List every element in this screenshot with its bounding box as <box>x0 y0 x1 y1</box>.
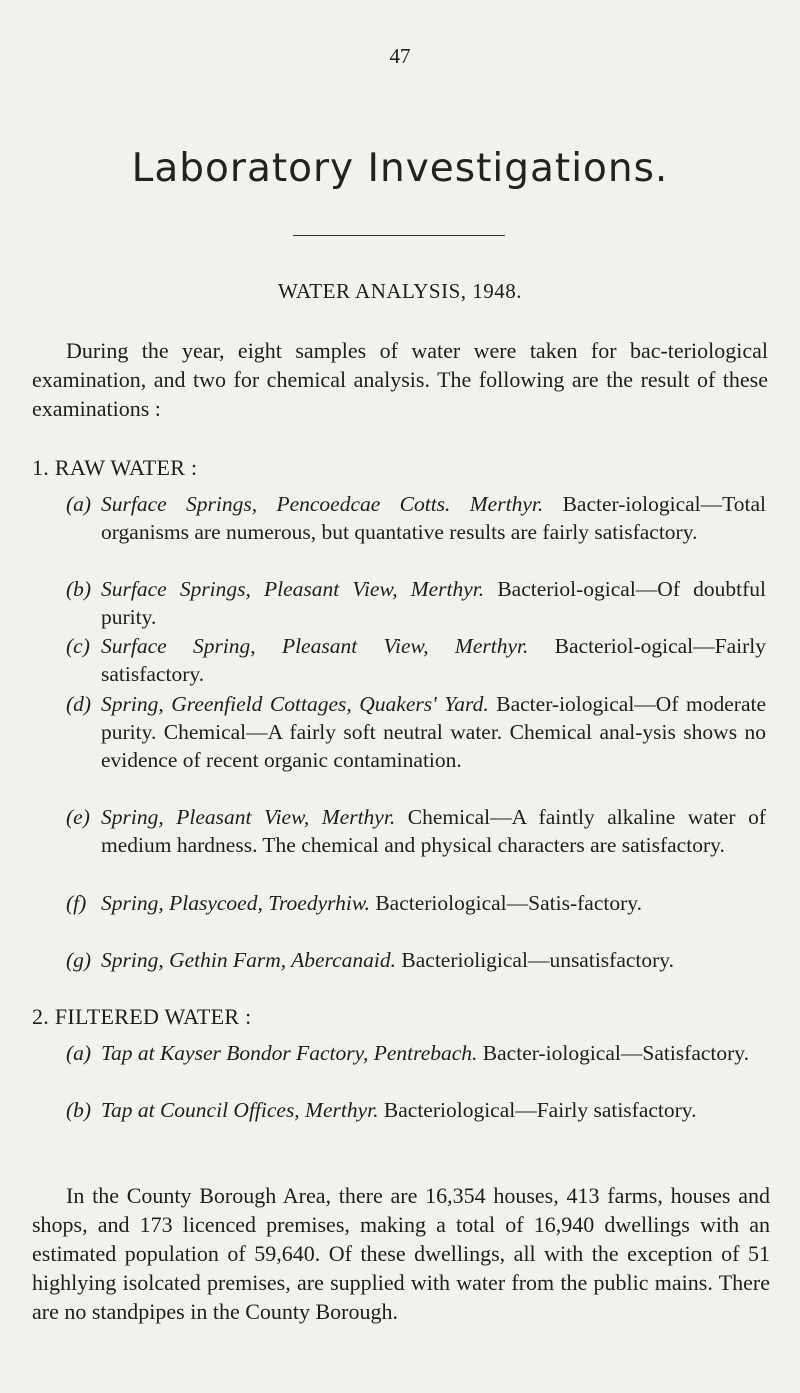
list-item <box>66 575 766 631</box>
item-text: Bacter-iological—Total organisms are numerous, but quantative results are fairly satisfactory. <box>101 492 767 544</box>
item-location: Spring, Gethin Farm, Abercanaid. <box>101 948 397 972</box>
item-label: (f) <box>66 891 87 915</box>
filtered-water-heading: 2. FILTERED WATER : <box>32 1004 252 1029</box>
item-body <box>101 575 766 631</box>
item-body <box>101 803 766 859</box>
list-item <box>66 1096 766 1124</box>
raw-water-heading: 1. RAW WATER : <box>32 455 198 480</box>
item-text: Bacteriol-ogical—Fairly satisfactory. <box>101 634 767 686</box>
item-body <box>101 490 766 546</box>
item-label: (b) <box>66 577 92 601</box>
item-location: Spring, Greenfield Cottages, Quakers' Yard. <box>101 692 489 716</box>
list-item <box>66 1039 766 1067</box>
item-text: Bacterioligical—unsatisfactory. <box>401 948 675 972</box>
list-item <box>66 632 766 688</box>
item-location: Tap at Kayser Bondor Factory, Pentrebach. <box>101 1041 478 1065</box>
list-item <box>66 690 766 774</box>
list-item <box>66 803 766 859</box>
item-text: Bacter-iological—Satisfactory. <box>482 1041 750 1065</box>
item-label: (c) <box>66 634 90 658</box>
item-text: Bacteriological—Satis-factory. <box>375 891 642 915</box>
closing-paragraph <box>32 1181 770 1326</box>
section-subtitle: WATER ANALYSIS, 1948. <box>277 279 523 303</box>
title-divider <box>293 235 505 236</box>
item-body <box>101 1096 766 1124</box>
item-location: Surface Springs, Pencoedcae Cotts. Merthyr. <box>101 492 544 516</box>
list-item <box>66 889 766 917</box>
item-text: Bacteriological—Fairly satisfactory. <box>383 1098 697 1122</box>
item-body <box>101 690 766 774</box>
intro-text: During the year, eight samples of water were taken for bac-teriological examination, and two for chemical analysis. The following are the result of these examinations : <box>32 338 768 421</box>
item-location: Tap at Council Offices, Merthyr. <box>101 1098 379 1122</box>
item-label: (g) <box>66 948 92 972</box>
item-location: Spring, Pleasant View, Merthyr. <box>101 805 396 829</box>
list-item <box>66 946 766 974</box>
page-title: Laboratory Investigations. <box>131 146 669 192</box>
item-location: Surface Spring, Pleasant View, Merthyr. <box>101 634 529 658</box>
item-body <box>101 632 766 688</box>
item-body <box>101 1039 766 1067</box>
item-text: Bacter-iological—Of moderate purity. Chemical—A fairly soft neutral water. Chemical anal-ysis shows no evidence of recent organic contamination. <box>101 692 767 772</box>
closing-text: In the County Borough Area, there are 16,354 houses, 413 farms, houses and shops, and 173 licenced premises, making a total of 16,940 dwellings with an estimated population of 59,640. Of these dwellings, all with the exception of 51 highlying isolcated premises, are supplied with water from the public mains. There are no standpipes in the County Borough. <box>32 1183 770 1324</box>
item-body <box>101 946 766 974</box>
item-location: Spring, Plasycoed, Troedyrhiw. <box>101 891 370 915</box>
item-location: Surface Springs, Pleasant View, Merthyr. <box>101 577 485 601</box>
item-label: (a) <box>66 1041 92 1065</box>
item-text: Chemical—A faintly alkaline water of medium hardness. The chemical and physical characters are satisfactory. <box>101 805 766 857</box>
item-body <box>101 889 766 917</box>
item-label: (b) <box>66 1098 92 1122</box>
intro-paragraph <box>32 336 768 423</box>
item-label: (d) <box>66 692 92 716</box>
item-text: Bacteriol-ogical—Of doubtful purity. <box>101 577 766 629</box>
item-label: (a) <box>66 492 92 516</box>
item-label: (e) <box>66 805 90 829</box>
page-number: 47 <box>389 44 411 68</box>
list-item <box>66 490 766 546</box>
